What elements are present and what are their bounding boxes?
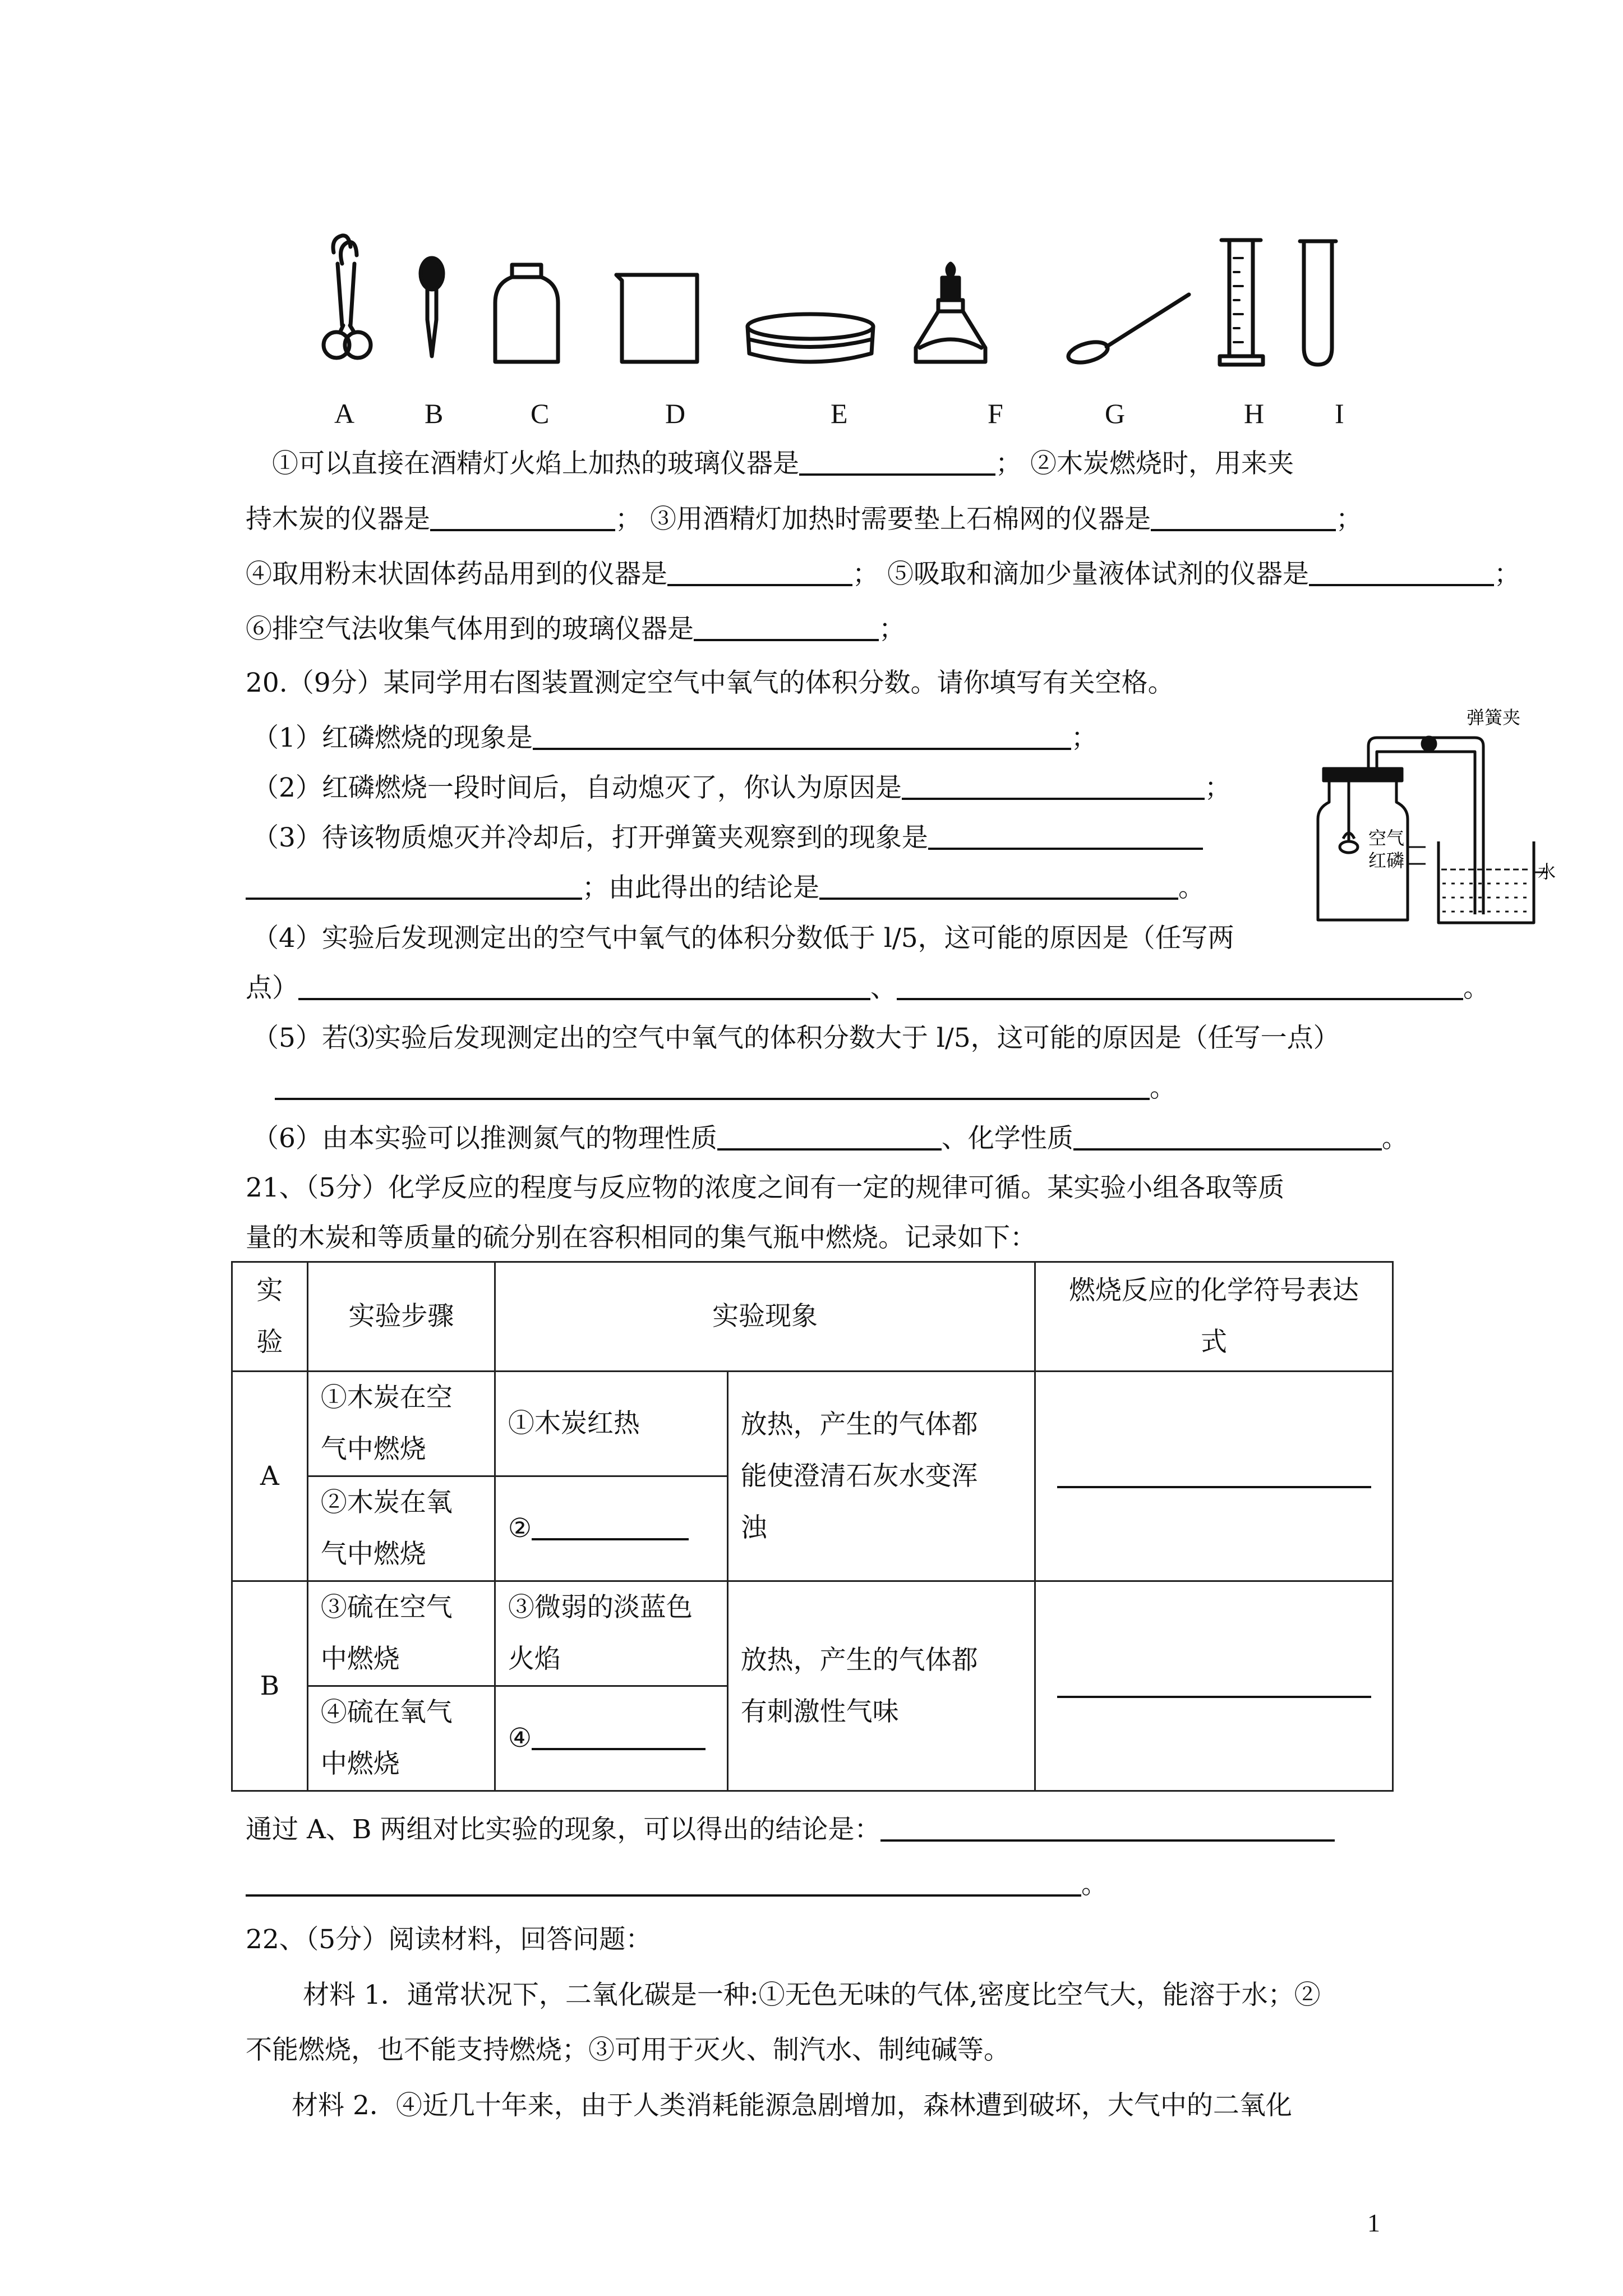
q22-material1-line1: 材料 1．通常状况下，二氧化碳是一种:①无色无味的气体,密度比空气大，能溶于水；② xyxy=(303,1980,1321,2010)
label-f: F xyxy=(988,398,1003,429)
observation-1: ①木炭红热 xyxy=(495,1372,727,1476)
group-a-common: 放热，产生的气体都 能使澄清石灰水变浑 浊 xyxy=(727,1372,1035,1581)
q21-conclusion-cont: 。 xyxy=(246,1868,1108,1902)
apparatus-figure xyxy=(303,230,1357,381)
q21-conclusion-blank-2[interactable] xyxy=(246,1870,1081,1897)
q19-blank-2[interactable] xyxy=(430,504,615,531)
q20-blank-3c[interactable] xyxy=(819,873,1178,900)
observation-4-blank[interactable] xyxy=(532,1723,706,1750)
header-phenomena: 实验现象 xyxy=(495,1262,1035,1372)
q20-blank-1[interactable] xyxy=(533,723,1071,750)
q22-title: 22、（5分）阅读材料，回答问题： xyxy=(246,1924,652,1955)
q19-line1: ①可以直接在酒精灯火焰上加热的玻璃仪器是 ； ②木炭燃烧时，用来夹 xyxy=(272,448,1294,479)
header-experiment: 实 验 xyxy=(232,1262,308,1372)
q21-conclusion: 通过 A、B 两组对比实验的现象，可以得出的结论是： xyxy=(246,1813,1335,1847)
q20-title: 20.（9分）某同学用右图装置测定空气中氧气的体积分数。请你填写有关空格。 xyxy=(246,668,1174,698)
evaporating-dish-icon xyxy=(748,314,873,362)
q21-conclusion-blank-1[interactable] xyxy=(880,1815,1335,1842)
step-3: ③硫在空气 中燃烧 xyxy=(307,1581,495,1686)
q19-blank-1[interactable] xyxy=(799,449,995,476)
observation-4: ④ xyxy=(495,1686,727,1791)
q21-intro2: 量的木炭和等质量的硫分别在容积相同的集气瓶中燃烧。记录如下： xyxy=(246,1222,1036,1253)
test-tube-icon xyxy=(1300,241,1336,365)
step-1: ①木炭在空 气中燃烧 xyxy=(307,1372,495,1476)
crucible-tongs-icon xyxy=(324,236,371,358)
label-c: C xyxy=(531,398,550,429)
observation-2-blank[interactable] xyxy=(532,1513,689,1540)
q20-s3: （3）待该物质熄灭并冷却后，打开弹簧夹观察到的现象是 xyxy=(252,821,1203,855)
group-a-equation xyxy=(1035,1372,1393,1581)
oxygen-apparatus-figure xyxy=(1307,707,1559,937)
label-water: 水 xyxy=(1538,861,1556,882)
equation-a-blank[interactable] xyxy=(1057,1461,1371,1488)
q20-blank-6b[interactable] xyxy=(1073,1124,1382,1151)
label-g: G xyxy=(1105,398,1126,429)
label-a: A xyxy=(334,398,355,429)
label-h: H xyxy=(1244,398,1265,429)
equation-b-blank[interactable] xyxy=(1057,1671,1371,1698)
label-d: D xyxy=(665,398,686,429)
q19-blank-6[interactable] xyxy=(694,614,879,641)
beaker-icon xyxy=(616,275,697,362)
q20-s6: （6）由本实验可以推测氮气的物理性质 、化学性质 。 xyxy=(252,1123,1408,1154)
gas-jar-icon xyxy=(495,265,558,362)
q19-line4: ⑥排空气法收集气体用到的玻璃仪器是 ； xyxy=(246,614,905,645)
experiment-table xyxy=(231,1261,1394,1792)
label-phosphorus: 红磷 xyxy=(1368,850,1405,871)
q20-s1: （1）红磷燃烧的现象是 ； xyxy=(252,723,1098,753)
alcohol-lamp-icon xyxy=(916,264,985,362)
label-i: I xyxy=(1335,398,1344,429)
q20-s2: （2）红磷燃烧一段时间后，自动熄灭了，你认为原因是 ； xyxy=(252,772,1231,803)
group-b-label: B xyxy=(232,1581,308,1791)
q22-material2-line1: 材料 2．④近几十年来，由于人类消耗能源急剧增加，森林遭到破坏，大气中的二氧化 xyxy=(292,2090,1292,2121)
q20-blank-3a[interactable] xyxy=(928,823,1203,850)
q20-blank-6a[interactable] xyxy=(717,1124,942,1151)
header-equation: 燃烧反应的化学符号表达 式 xyxy=(1035,1262,1393,1372)
q19-blank-4[interactable] xyxy=(667,559,852,586)
label-air: 空气 xyxy=(1368,827,1405,849)
dropper-icon xyxy=(421,258,443,356)
q20-blank-5[interactable] xyxy=(275,1073,1150,1100)
group-b-common: 放热，产生的气体都 有刺激性气味 xyxy=(727,1581,1035,1791)
step-4: ④硫在氧气 中燃烧 xyxy=(307,1686,495,1791)
q19-blank-3[interactable] xyxy=(1151,504,1336,531)
observation-2: ② xyxy=(495,1476,727,1581)
table-row xyxy=(232,1372,1393,1476)
q20-blank-4a[interactable] xyxy=(298,973,870,1000)
group-b-equation xyxy=(1035,1581,1393,1791)
q20-s4: （4）实验后发现测定出的空气中氧气的体积分数低于 l/5，这可能的原因是（任写两 xyxy=(252,923,1234,954)
q20-blank-3b[interactable] xyxy=(246,873,582,900)
label-b: B xyxy=(425,398,444,429)
observation-3: ③微弱的淡蓝色 火焰 xyxy=(495,1581,727,1686)
table-row xyxy=(232,1581,1393,1686)
label-e: E xyxy=(831,398,848,429)
q20-s3-cont: ；由此得出的结论是 。 xyxy=(246,871,1205,905)
q20-s5-cont: 。 xyxy=(275,1071,1176,1105)
step-2: ②木炭在氧 气中燃烧 xyxy=(307,1476,495,1581)
q22-material1-line2: 不能燃烧，也不能支持燃烧；③可用于灭火、制汽水、制纯碱等。 xyxy=(246,2035,1010,2065)
medicine-spoon-icon xyxy=(1066,295,1189,366)
label-clip: 弹簧夹 xyxy=(1467,707,1521,728)
page-number: 1 xyxy=(1367,2208,1380,2237)
q20-s4-cont: 点） 、 。 xyxy=(246,973,1490,1004)
q20-s5: （5）若⑶实验后发现测定出的空气中氧气的体积分数大于 l/5，这可能的原因是（任写一点） xyxy=(252,1023,1340,1053)
table-header-row xyxy=(232,1262,1393,1372)
group-a-label: A xyxy=(232,1372,308,1581)
header-steps: 实验步骤 xyxy=(307,1262,495,1372)
q20-blank-2[interactable] xyxy=(902,773,1205,800)
q21-intro1: 21、（5分）化学反应的程度与反应物的浓度之间有一定的规律可循。某实验小组各取等质 xyxy=(246,1172,1285,1203)
graduated-cylinder-icon xyxy=(1220,240,1263,365)
q19-line2: 持木炭的仪器是 ； ③用酒精灯加热时需要垫上石棉网的仪器是 ； xyxy=(246,504,1362,535)
q20-blank-4b[interactable] xyxy=(897,973,1463,1000)
q19-blank-5[interactable] xyxy=(1309,559,1494,586)
q19-line3: ④取用粉末状固体药品用到的仪器是 ； ⑤吸取和滴加少量液体试剂的仪器是 ； xyxy=(246,559,1520,590)
